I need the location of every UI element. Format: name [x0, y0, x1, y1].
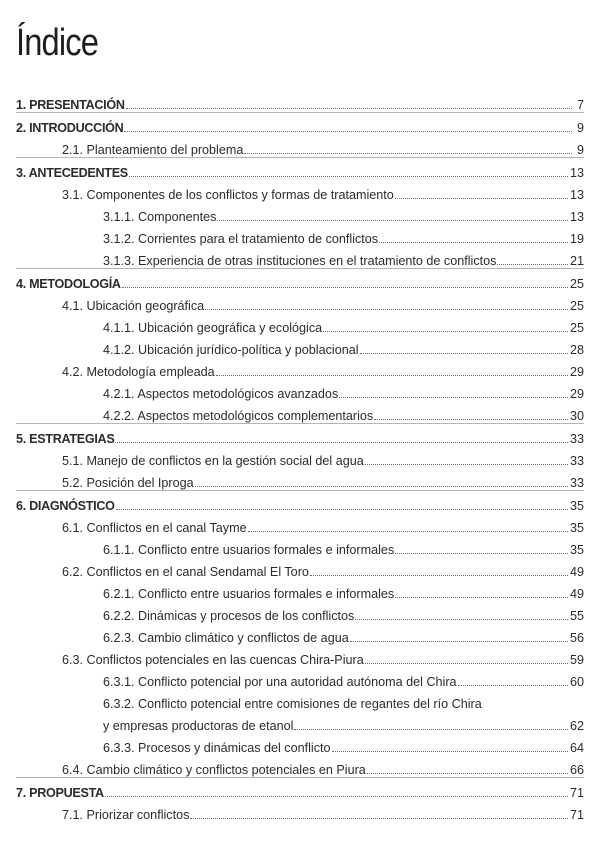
- toc-entry-label: 4.1.1. Ubicación geográfica y ecológica: [103, 321, 323, 335]
- dot-leader: [105, 796, 568, 797]
- dot-leader: [350, 641, 568, 642]
- toc-page-number: 64: [569, 741, 584, 755]
- dot-leader: [395, 198, 568, 199]
- toc-entry-4-1[interactable]: [62, 291, 584, 313]
- dot-leader: [323, 331, 568, 332]
- toc-page-number: 33: [569, 432, 584, 446]
- dot-leader: [355, 619, 568, 620]
- dot-leader: [116, 509, 568, 510]
- toc-entry-label: 7. PROPUESTA: [16, 786, 104, 800]
- toc-entry-label: 6.3.3. Procesos y dinámicas del conflicto: [103, 741, 331, 755]
- toc-page-number: 55: [569, 609, 584, 623]
- toc-page-number: 33: [569, 454, 584, 468]
- toc-entry-label: 4.2.2. Aspectos metodológicos complementarios: [103, 409, 374, 423]
- toc-page-number: 9: [576, 121, 584, 135]
- toc-entry-label: 3.1.2. Corrientes para el tratamiento de conflictos: [103, 232, 379, 246]
- toc-page-number: 13: [569, 210, 584, 224]
- toc-entry-6-2[interactable]: [62, 557, 584, 579]
- toc-entry-6-2-2[interactable]: [103, 601, 584, 623]
- toc-entry-4-2[interactable]: [62, 357, 584, 379]
- dot-leader: [217, 220, 568, 221]
- toc-page-number: 71: [569, 808, 584, 822]
- dot-leader: [395, 597, 568, 598]
- toc-entry-4-1-2[interactable]: [103, 335, 584, 357]
- toc-page-number: 25: [569, 321, 584, 335]
- toc-page-number: 49: [569, 587, 584, 601]
- toc-page-number: 25: [569, 277, 584, 291]
- dot-leader: [122, 287, 568, 288]
- toc-entry-label: 6.2.2. Dinámicas y procesos de los conflictos: [103, 609, 355, 623]
- toc-entry-5-2[interactable]: [62, 468, 584, 490]
- toc-page-number: 35: [569, 521, 584, 535]
- toc-page-number: 66: [569, 763, 584, 777]
- dot-leader: [248, 531, 568, 532]
- toc-page-number: 33: [569, 476, 584, 490]
- toc-entry-5-1[interactable]: [62, 446, 584, 468]
- toc-entry-3-1-3[interactable]: [103, 246, 584, 268]
- toc-page-number: 30: [569, 409, 584, 423]
- dot-leader: [339, 397, 568, 398]
- dot-leader: [129, 176, 568, 177]
- dot-leader: [367, 773, 568, 774]
- toc-entry-6-3[interactable]: [62, 645, 584, 667]
- toc-entry-label: 4.2.1. Aspectos metodológicos avanzados: [103, 387, 339, 401]
- dot-leader: [216, 375, 568, 376]
- dot-leader: [458, 685, 568, 686]
- toc-page-number: 29: [569, 365, 584, 379]
- dot-leader: [365, 663, 568, 664]
- toc-entry-label: 4. METODOLOGÍA: [16, 277, 121, 291]
- toc-page-number: 60: [569, 675, 584, 689]
- toc-page-number: 59: [569, 653, 584, 667]
- toc-entry-6-3-2[interactable]: [103, 689, 584, 711]
- toc-entry-6-2-1[interactable]: [103, 579, 584, 601]
- toc-entry-label: 6.2.3. Cambio climático y conflictos de agua: [103, 631, 349, 645]
- toc-page-number: 25: [569, 299, 584, 313]
- toc-page-number: 29: [569, 387, 584, 401]
- toc-page-number: 19: [569, 232, 584, 246]
- toc-entry-label: 3.1.1. Componentes: [103, 210, 217, 224]
- toc-page-number: 13: [569, 166, 584, 180]
- toc-page-number: 56: [569, 631, 584, 645]
- dot-leader: [115, 442, 568, 443]
- toc-page-number: 35: [569, 499, 584, 513]
- dot-leader: [332, 751, 568, 752]
- toc-page-number: 71: [569, 786, 584, 800]
- dot-leader: [195, 486, 568, 487]
- page-title: Índice: [16, 22, 99, 64]
- dot-leader: [379, 242, 568, 243]
- dot-leader: [360, 353, 568, 354]
- toc-page-number: 7: [576, 98, 584, 112]
- dot-leader: [205, 309, 568, 310]
- toc-entry-label: 5. ESTRATEGIAS: [16, 432, 115, 446]
- toc-entry-label: 5.1. Manejo de conflictos en la gestión social del agua: [62, 454, 364, 468]
- toc-entry-label: 5.2. Posición del Iproga: [62, 476, 194, 490]
- toc-entry-4-2-2[interactable]: [103, 401, 584, 423]
- toc-entry-6-2-3[interactable]: [103, 623, 584, 645]
- toc-entry-3-1-1[interactable]: [103, 202, 584, 224]
- toc-entry-label: 3. ANTECEDENTES: [16, 166, 128, 180]
- toc-entry-propuesta[interactable]: [16, 778, 584, 800]
- toc-entry-label: 1. PRESENTACIÓN: [16, 98, 125, 112]
- toc-entry-label: 4.1.2. Ubicación jurídico-política y poblacional: [103, 343, 359, 357]
- toc-entry-6-1[interactable]: [62, 513, 584, 535]
- dot-leader: [365, 464, 568, 465]
- toc-entry-6-1-1[interactable]: [103, 535, 584, 557]
- toc-entry-label: 6.1.1. Conflicto entre usuarios formales e informales: [103, 543, 395, 557]
- toc-entry-label: 3.1.3. Experiencia de otras instituciones en el tratamiento de conflictos: [103, 254, 497, 268]
- toc-entry-label: 6. DIAGNÓSTICO: [16, 499, 115, 513]
- dot-leader: [190, 818, 568, 819]
- toc-entry-2-1[interactable]: [62, 135, 584, 157]
- toc-page-number: 21: [569, 254, 584, 268]
- dot-leader: [124, 131, 572, 132]
- toc-entry-label: 6.1. Conflictos en el canal Tayme: [62, 521, 247, 535]
- toc-entry-presentacion[interactable]: [16, 90, 584, 112]
- dot-leader: [244, 153, 572, 154]
- toc-entry-label: 2. INTRODUCCIÓN: [16, 121, 124, 135]
- toc-page-number: 13: [569, 188, 584, 202]
- toc-entry-6-3-1[interactable]: [103, 667, 584, 689]
- toc-entry-6-3-3[interactable]: [103, 733, 584, 755]
- toc-entry-antecedentes[interactable]: [16, 158, 584, 180]
- toc-entry-label: 4.1. Ubicación geográfica: [62, 299, 205, 313]
- dot-leader: [395, 553, 568, 554]
- toc-page-number: 35: [569, 543, 584, 557]
- toc-page-number: 49: [569, 565, 584, 579]
- toc-entry-3-1[interactable]: [62, 180, 584, 202]
- dot-leader: [294, 729, 568, 730]
- dot-leader: [126, 108, 572, 109]
- toc-page-number: 62: [569, 719, 584, 733]
- toc-entry-label: y empresas productoras de etanol: [103, 719, 294, 733]
- toc-entry-label: 7.1. Priorizar conflictos: [62, 808, 190, 822]
- dot-leader: [310, 575, 568, 576]
- toc-entry-metodologia[interactable]: [16, 269, 584, 291]
- toc-entry-label: 2.1. Planteamiento del problema: [62, 143, 244, 157]
- toc-entry-label: 6.3. Conflictos potenciales en las cuencas Chira-Piura: [62, 653, 364, 667]
- toc-entry-label: 6.2. Conflictos en el canal Sendamal El Toro: [62, 565, 309, 579]
- toc-entry-label: 3.1. Componentes de los conflictos y formas de tratamiento: [62, 188, 394, 202]
- toc-entry-7-1[interactable]: [62, 800, 584, 822]
- toc-entry-label: 6.3.1. Conflicto potencial por una autoridad autónoma del Chira: [103, 675, 457, 689]
- dot-leader: [374, 419, 568, 420]
- toc-entry-6-4[interactable]: [62, 755, 584, 777]
- toc-entry-label: 6.4. Cambio climático y conflictos potenciales en Piura: [62, 763, 366, 777]
- toc-page-number: 9: [576, 143, 584, 157]
- toc-entry-label: 4.2. Metodología empleada: [62, 365, 215, 379]
- toc-page-number: 28: [569, 343, 584, 357]
- toc-entry-introduccion[interactable]: [16, 113, 584, 135]
- toc-entry-6-3-2-cont[interactable]: [103, 711, 584, 733]
- toc-entry-diagnostico[interactable]: [16, 491, 584, 513]
- toc-entry-label: 6.3.2. Conflicto potencial entre comisiones de regantes del río Chira: [103, 697, 482, 711]
- dot-leader: [497, 264, 568, 265]
- toc-entry-3-1-2[interactable]: [103, 224, 584, 246]
- toc-entry-4-2-1[interactable]: [103, 379, 584, 401]
- toc-entry-label: 6.2.1. Conflicto entre usuarios formales e informales: [103, 587, 395, 601]
- toc-entry-estrategias[interactable]: [16, 424, 584, 446]
- toc-entry-4-1-1[interactable]: [103, 313, 584, 335]
